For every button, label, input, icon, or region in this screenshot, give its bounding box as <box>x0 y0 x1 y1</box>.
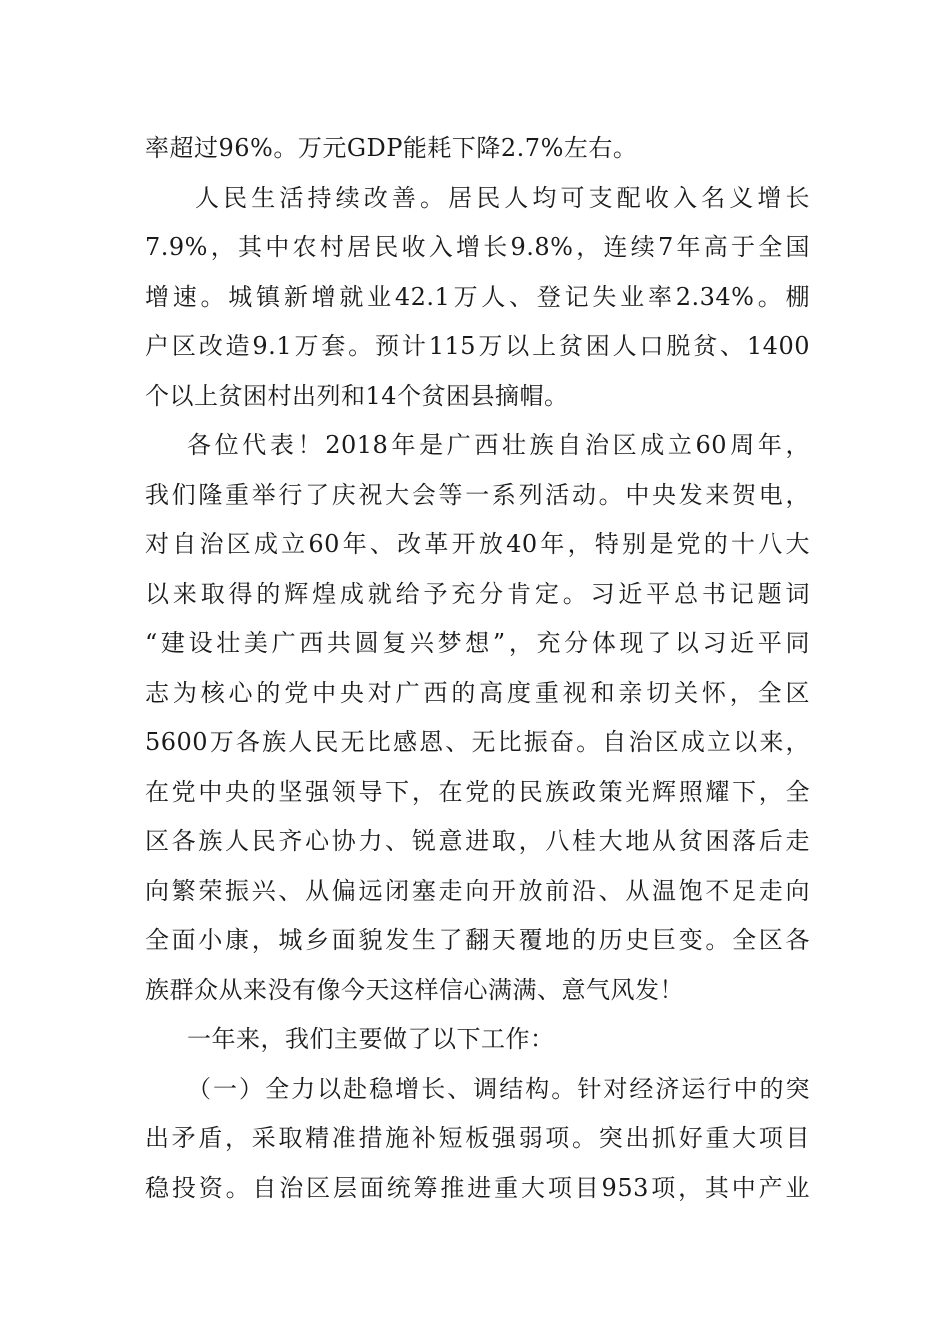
text-line: 族群众从来没有像今天这样信心满满、意气风发！ <box>145 975 684 1004</box>
section-heading-line: （一）全力以赴稳增长、调结构。针对经济运行中的突 <box>187 1074 810 1103</box>
text-line: 户区改造9.1万套。预计115万以上贫困人口脱贫、1400 <box>145 332 810 360</box>
text-line: 志为核心的党中央对广西的高度重视和亲切关怀，全区 <box>145 678 810 707</box>
paragraph-heading-line: 人民生活持续改善。居民人均可支配收入名义增长 <box>195 183 810 212</box>
text-line: 向繁荣振兴、从偏远闭塞走向开放前沿、从温饱不足走向 <box>145 876 810 905</box>
document-body <box>145 124 810 1213</box>
text-line: 在党中央的坚强领导下，在党的民族政策光辉照耀下，全 <box>145 777 810 806</box>
text-line: 5600万各族人民无比感恩、无比振奋。自治区成立以来， <box>145 728 810 756</box>
text-line: 以来取得的辉煌成就给予充分肯定。习近平总书记题词 <box>145 579 810 608</box>
text-line: 稳投资。自治区层面统筹推进重大项目953项，其中产业 <box>145 1173 810 1202</box>
text-line: 区各族人民齐心协力、锐意进取，八桂大地从贫困落后走 <box>145 827 810 855</box>
text-line: 个以上贫困村出列和14个贫困县摘帽。 <box>145 381 569 410</box>
text-line: “建设壮美广西共圆复兴梦想”，充分体现了以习近平同 <box>145 629 810 657</box>
text-line: 7.9%，其中农村居民收入增长9.8%，连续7年高于全国 <box>145 233 810 261</box>
paragraph-start-line: 一年来，我们主要做了以下工作： <box>187 1025 555 1053</box>
text-line: 我们隆重举行了庆祝大会等一系列活动。中央发来贺电， <box>145 480 810 509</box>
text-line: 率超过96%。万元GDP能耗下降2.7%左右。 <box>145 134 638 162</box>
text-line: 对自治区成立60年、改革开放40年，特别是党的十八大 <box>145 530 810 558</box>
text-line: 出矛盾，采取精准措施补短板强弱项。突出抓好重大项目 <box>145 1124 810 1152</box>
text-line: 全面小康，城乡面貌发生了翻天覆地的历史巨变。全区各 <box>145 926 810 954</box>
paragraph-start-line: 各位代表！2018年是广西壮族自治区成立60周年， <box>187 431 810 459</box>
text-line: 增速。城镇新增就业42.1万人、登记失业率2.34%。棚 <box>145 282 810 311</box>
